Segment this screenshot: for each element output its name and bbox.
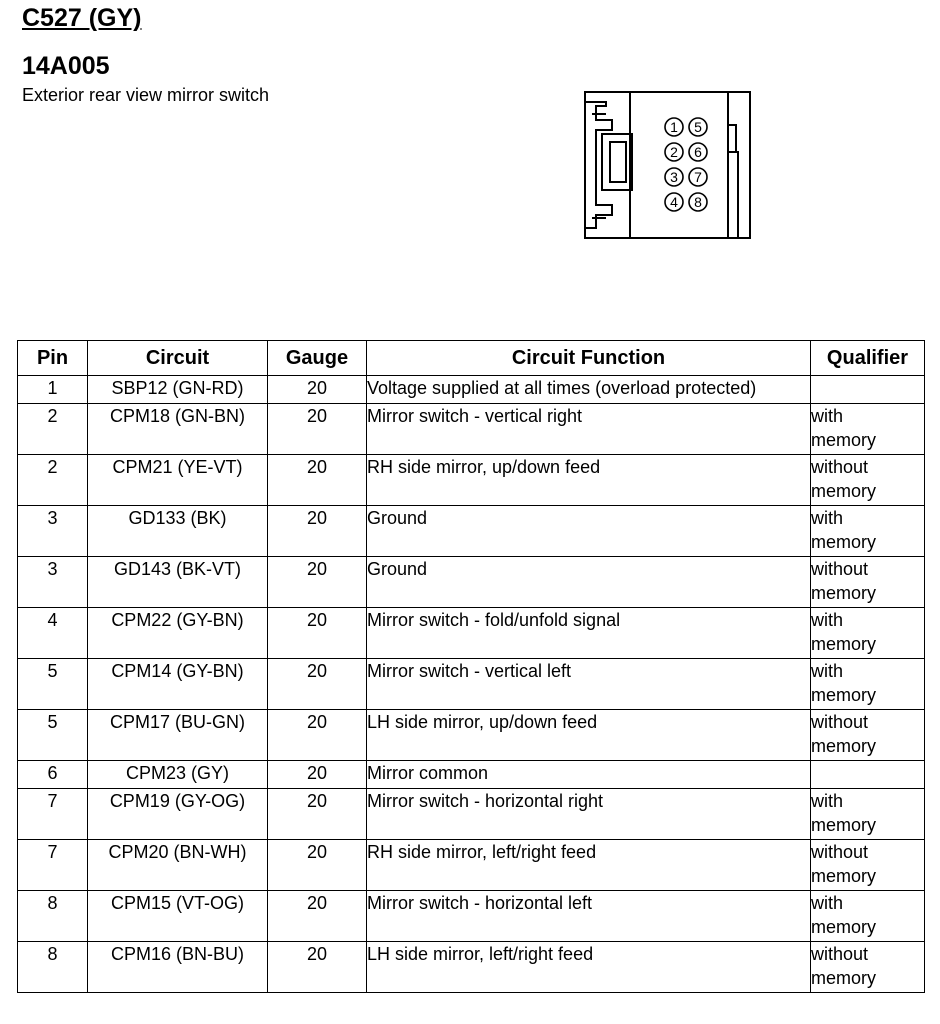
pin-cell: 2 <box>18 455 88 506</box>
qualifier-cell: without memory <box>811 557 925 608</box>
pin-7-label: 7 <box>694 169 702 185</box>
connector-id-title: C527 (GY) <box>22 4 142 32</box>
qualifier-cell: without memory <box>811 710 925 761</box>
pin-5-marker <box>689 118 707 136</box>
circuit-cell: CPM23 (GY) <box>88 761 268 789</box>
header-circuit-function: Circuit Function <box>367 341 811 376</box>
qualifier-cell: without memory <box>811 840 925 891</box>
function-cell: RH side mirror, left/right feed <box>367 840 811 891</box>
function-cell: Ground <box>367 506 811 557</box>
gauge-cell: 20 <box>268 506 367 557</box>
table-row <box>18 942 925 993</box>
circuit-cell: CPM22 (GY-BN) <box>88 608 268 659</box>
function-cell: Mirror switch - fold/unfold signal <box>367 608 811 659</box>
qualifier-cell: with memory <box>811 506 925 557</box>
pin-cell: 7 <box>18 840 88 891</box>
pin-8-label: 8 <box>694 194 702 210</box>
qualifier-cell: with memory <box>811 659 925 710</box>
pin-3-marker <box>665 168 683 186</box>
table-row <box>18 840 925 891</box>
circuit-cell: GD143 (BK-VT) <box>88 557 268 608</box>
function-cell: RH side mirror, up/down feed <box>367 455 811 506</box>
pin-cell: 6 <box>18 761 88 789</box>
function-cell: Voltage supplied at all times (overload protected) <box>367 376 811 404</box>
pin-4-marker <box>665 193 683 211</box>
pin-2-label: 2 <box>670 144 678 160</box>
gauge-cell: 20 <box>268 557 367 608</box>
circuit-cell: SBP12 (GN-RD) <box>88 376 268 404</box>
pin-cell: 4 <box>18 608 88 659</box>
table-row <box>18 376 925 404</box>
function-cell: Mirror switch - vertical left <box>367 659 811 710</box>
table-row <box>18 455 925 506</box>
pin-cell: 5 <box>18 710 88 761</box>
function-cell: LH side mirror, up/down feed <box>367 710 811 761</box>
pin-3-label: 3 <box>670 169 678 185</box>
table-row <box>18 557 925 608</box>
pin-2-marker <box>665 143 683 161</box>
qualifier-cell: without memory <box>811 942 925 993</box>
circuit-cell: CPM21 (YE-VT) <box>88 455 268 506</box>
qualifier-cell <box>811 376 925 404</box>
header-gauge: Gauge <box>268 341 367 376</box>
connector-face-diagram <box>582 90 754 242</box>
pin-8-marker <box>689 193 707 211</box>
pin-6-marker <box>689 143 707 161</box>
gauge-cell: 20 <box>268 404 367 455</box>
qualifier-cell: with memory <box>811 789 925 840</box>
pin-5-label: 5 <box>694 119 702 135</box>
pin-cell: 7 <box>18 789 88 840</box>
qualifier-cell <box>811 761 925 789</box>
function-cell: Mirror switch - vertical right <box>367 404 811 455</box>
gauge-cell: 20 <box>268 761 367 789</box>
function-cell: Mirror switch - horizontal left <box>367 891 811 942</box>
pin-cell: 8 <box>18 942 88 993</box>
table-row <box>18 608 925 659</box>
circuit-cell: CPM20 (BN-WH) <box>88 840 268 891</box>
table-row <box>18 659 925 710</box>
qualifier-cell: with memory <box>811 891 925 942</box>
function-cell: Mirror common <box>367 761 811 789</box>
circuit-cell: CPM17 (BU-GN) <box>88 710 268 761</box>
pin-6-label: 6 <box>694 144 702 160</box>
header-circuit: Circuit <box>88 341 268 376</box>
part-number: 14A005 <box>22 52 110 80</box>
pin-cell: 8 <box>18 891 88 942</box>
table-row <box>18 789 925 840</box>
circuit-cell: CPM19 (GY-OG) <box>88 789 268 840</box>
qualifier-cell: with memory <box>811 608 925 659</box>
function-cell: Ground <box>367 557 811 608</box>
gauge-cell: 20 <box>268 789 367 840</box>
table-row <box>18 710 925 761</box>
gauge-cell: 20 <box>268 376 367 404</box>
pin-cell: 1 <box>18 376 88 404</box>
function-cell: Mirror switch - horizontal right <box>367 789 811 840</box>
gauge-cell: 20 <box>268 942 367 993</box>
connector-lock-tab <box>585 102 612 228</box>
pinout-table <box>17 340 925 993</box>
pin-cell: 3 <box>18 557 88 608</box>
header-qualifier: Qualifier <box>811 341 925 376</box>
qualifier-cell: with memory <box>811 404 925 455</box>
pin-cell: 2 <box>18 404 88 455</box>
circuit-cell: CPM15 (VT-OG) <box>88 891 268 942</box>
pin-7-marker <box>689 168 707 186</box>
pin-4-label: 4 <box>670 194 678 210</box>
gauge-cell: 20 <box>268 455 367 506</box>
gauge-cell: 20 <box>268 710 367 761</box>
circuit-cell: GD133 (BK) <box>88 506 268 557</box>
component-description: Exterior rear view mirror switch <box>22 85 270 105</box>
gauge-cell: 20 <box>268 608 367 659</box>
circuit-cell: CPM14 (GY-BN) <box>88 659 268 710</box>
table-row <box>18 891 925 942</box>
pin-cell: 5 <box>18 659 88 710</box>
gauge-cell: 20 <box>268 891 367 942</box>
circuit-cell: CPM18 (GN-BN) <box>88 404 268 455</box>
table-row <box>18 404 925 455</box>
table-row <box>18 761 925 789</box>
pin-cell: 3 <box>18 506 88 557</box>
gauge-cell: 20 <box>268 659 367 710</box>
table-header-row <box>18 341 925 376</box>
header-pin: Pin <box>18 341 88 376</box>
pin-1-marker <box>665 118 683 136</box>
gauge-cell: 20 <box>268 840 367 891</box>
qualifier-cell: without memory <box>811 455 925 506</box>
circuit-cell: CPM16 (BN-BU) <box>88 942 268 993</box>
pin-1-label: 1 <box>670 119 678 135</box>
connector-housing-outline <box>585 92 728 238</box>
table-row <box>18 506 925 557</box>
function-cell: LH side mirror, left/right feed <box>367 942 811 993</box>
